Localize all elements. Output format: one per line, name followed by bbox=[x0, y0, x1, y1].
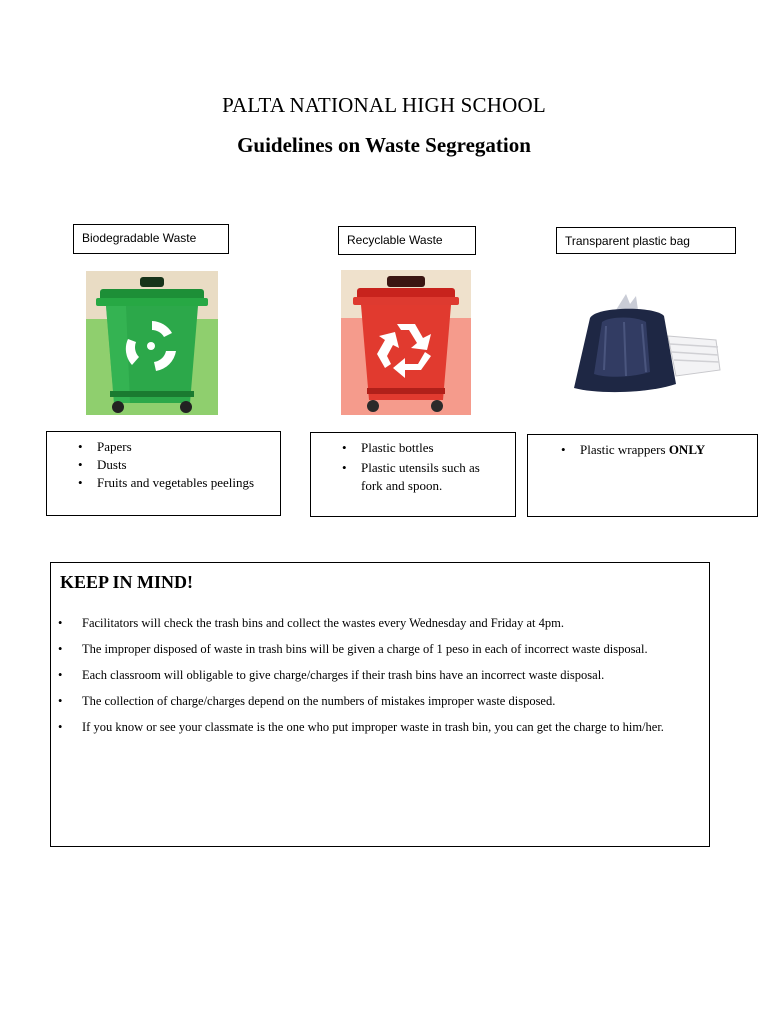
keep-in-mind-list bbox=[51, 611, 687, 741]
green-bin-compost-icon bbox=[86, 271, 218, 415]
plastic-bag-items-list bbox=[528, 441, 757, 459]
list-item: • The collection of charge/charges depend on the numbers of mistakes improper waste disposed. bbox=[51, 689, 687, 714]
list-item: • Facilitators will check the trash bins and collect the wastes every Wednesday and Friday at 4pm. bbox=[51, 611, 687, 636]
item-text: Plastic wrappers bbox=[580, 442, 669, 457]
label-plastic-bag: Transparent plastic bag bbox=[556, 227, 736, 254]
list-item: • Plastic utensils such as fork and spoon. bbox=[337, 459, 515, 495]
red-bin-recycle-icon bbox=[341, 270, 471, 415]
list-item: • Dusts bbox=[73, 456, 280, 474]
label-biodegradable: Biodegradable Waste bbox=[73, 224, 229, 254]
plastic-bag-items-box bbox=[527, 434, 758, 517]
list-item bbox=[556, 441, 757, 459]
list-item: • The improper disposed of waste in trash bins will be given a charge of 1 peso in each of incorrect waste disposal. bbox=[51, 637, 687, 662]
label-recyclable: Recyclable Waste bbox=[338, 226, 476, 255]
list-item: • Fruits and vegetables peelings bbox=[73, 474, 280, 492]
item-emphasis: ONLY bbox=[668, 442, 706, 457]
biodegradable-items-box bbox=[46, 431, 281, 516]
recyclable-items-box bbox=[310, 432, 516, 517]
keep-in-mind-box bbox=[50, 562, 710, 847]
list-item: • If you know or see your classmate is the one who put improper waste in trash bin, you can get the charge to him/her. bbox=[51, 715, 687, 740]
biodegradable-items-list bbox=[47, 438, 280, 492]
list-item: • Papers bbox=[73, 438, 280, 456]
page-title: Guidelines on Waste Segregation bbox=[237, 133, 531, 157]
school-name: PALTA NATIONAL HIGH SCHOOL bbox=[222, 93, 546, 117]
plastic-bag-icon bbox=[566, 292, 726, 396]
list-item: • Plastic bottles bbox=[337, 439, 515, 457]
list-item: • Each classroom will obligable to give charge/charges if their trash bins have an incorrect waste disposal. bbox=[51, 663, 687, 688]
recyclable-items-list bbox=[311, 439, 515, 495]
keep-in-mind-title: KEEP IN MIND! bbox=[60, 572, 194, 592]
